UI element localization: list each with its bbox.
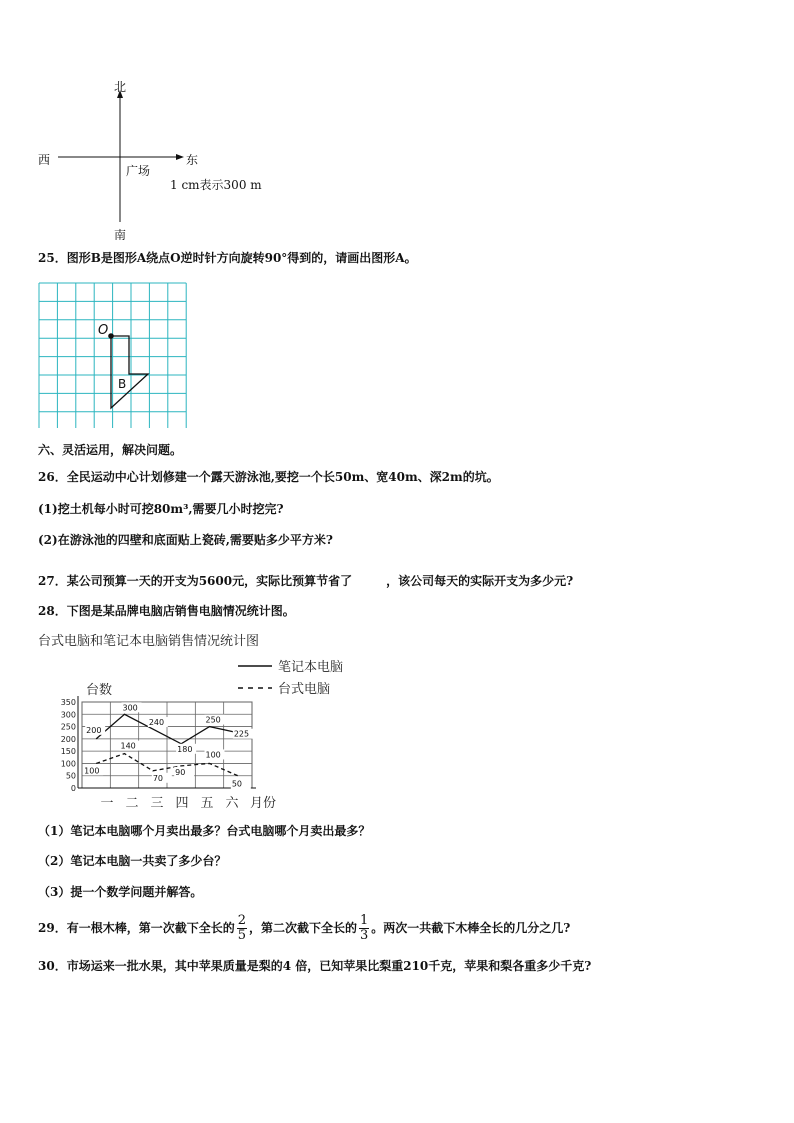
question-25: 25．图形B是图形A绕点O逆时针方向旋转90°得到的，请画出图形A。 bbox=[38, 251, 417, 265]
chart-x-tick-label: 三 bbox=[150, 796, 164, 811]
rotation-grid bbox=[38, 282, 188, 428]
point-o-label: O bbox=[98, 323, 109, 338]
chart-data-label: 90 bbox=[175, 767, 186, 777]
question-28: 28．下图是某品牌电脑店销售电脑情况统计图。 bbox=[38, 604, 295, 618]
question-29 bbox=[38, 909, 570, 947]
chart-data-label: 100 bbox=[205, 750, 221, 760]
chart-data-label: 180 bbox=[177, 744, 193, 754]
chart-data-label: 50 bbox=[231, 779, 243, 789]
question-27 bbox=[38, 573, 573, 589]
question-29-after: 。两次一共截下木棒全长的几分之几? bbox=[371, 921, 571, 935]
chart-legend-label: 笔记本电脑 bbox=[278, 660, 344, 675]
question-26-part-2: (2)在游泳池的四壁和底面贴上瓷砖,需要贴多少平方米? bbox=[38, 533, 333, 547]
compass-axes bbox=[0, 0, 794, 250]
place-label: 广场 bbox=[126, 164, 151, 178]
chart-title: 台式电脑和笔记本电脑销售情况统计图 bbox=[38, 634, 260, 649]
shape-b bbox=[111, 336, 148, 408]
question-29-middle: ，第二次截下全长的 bbox=[248, 921, 357, 935]
chart-x-tick-label: 二 bbox=[125, 796, 139, 811]
chart-data-label: 140 bbox=[120, 741, 136, 751]
south-label: 南 bbox=[114, 228, 127, 242]
chart-data-label: 300 bbox=[122, 703, 138, 713]
chart-y-tick-label: 250 bbox=[60, 722, 76, 732]
question-28-part-2: （2）笔记本电脑一共卖了多少台？ bbox=[38, 854, 227, 868]
chart-y-tick-label: 100 bbox=[60, 759, 76, 769]
question-28-part-3: （3）提一个数学问题并解答。 bbox=[38, 885, 203, 899]
point-o bbox=[108, 333, 114, 339]
chart-data-label: 100 bbox=[84, 766, 100, 776]
fraction-1-numerator: 2 bbox=[237, 913, 246, 928]
scale-label: 1 cm表示300 m bbox=[170, 178, 262, 192]
chart-legend-label: 台式电脑 bbox=[278, 682, 331, 697]
chart-y-axis-label: 台数 bbox=[86, 683, 113, 698]
chart-y-tick-label: 50 bbox=[65, 771, 76, 781]
chart-data-label: 70 bbox=[152, 773, 164, 783]
north-label: 北 bbox=[114, 80, 127, 94]
chart-x-tick-label: 一 bbox=[100, 796, 114, 811]
east-arrow-icon bbox=[176, 154, 184, 160]
chart-x-tick-label: 六 bbox=[225, 796, 239, 811]
question-26: 26．全民运动中心计划修建一个露天游泳池,要挖一个长50m、宽40m、深2m的坑。 bbox=[38, 470, 499, 484]
shape-b-label: B bbox=[118, 377, 127, 391]
question-29-before: 29．有一根木棒，第一次截下全长的 bbox=[38, 921, 235, 935]
west-label: 西 bbox=[38, 153, 51, 167]
chart-x-axis-label: 月份 bbox=[250, 796, 277, 811]
section-6-heading: 六、灵活运用，解决问题。 bbox=[38, 443, 183, 457]
fraction-two-fifths bbox=[237, 914, 247, 943]
chart-y-tick-label: 150 bbox=[60, 747, 76, 757]
chart-x-tick-label: 五 bbox=[200, 796, 214, 811]
east-label: 东 bbox=[186, 153, 199, 167]
chart-y-tick-label: 200 bbox=[60, 734, 76, 744]
chart-y-tick-label: 300 bbox=[60, 710, 76, 720]
chart-data-label: 250 bbox=[205, 715, 221, 725]
fraction-one-third bbox=[359, 914, 369, 943]
fraction-2-denominator: 3 bbox=[360, 928, 369, 943]
chart-data-label: 240 bbox=[148, 718, 165, 728]
question-30: 30．市场运来一批水果，其中苹果质量是梨的4 倍，已知苹果比梨重210千克，苹果和梨各重多少千克? bbox=[38, 959, 592, 973]
sales-line-chart bbox=[0, 650, 400, 820]
chart-y-tick-label: 0 bbox=[70, 784, 76, 793]
fraction-1-denominator: 5 bbox=[237, 928, 246, 943]
chart-data-label: 225 bbox=[233, 729, 250, 739]
question-27-after: ，该公司每天的实际开支为多少元? bbox=[386, 574, 574, 588]
fraction-2-numerator: 1 bbox=[360, 913, 369, 928]
chart-y-tick-label: 350 bbox=[60, 698, 76, 707]
chart-x-tick-label: 四 bbox=[175, 796, 189, 811]
question-27-before: 27．某公司预算一天的开支为5600元，实际比预算节省了 bbox=[38, 574, 353, 588]
question-28-part-1: （1）笔记本电脑哪个月卖出最多？台式电脑哪个月卖出最多？ bbox=[38, 824, 371, 838]
chart-data-label: 200 bbox=[86, 725, 102, 735]
question-26-part-1: (1)挖土机每小时可挖80m³,需要几小时挖完? bbox=[38, 502, 284, 516]
